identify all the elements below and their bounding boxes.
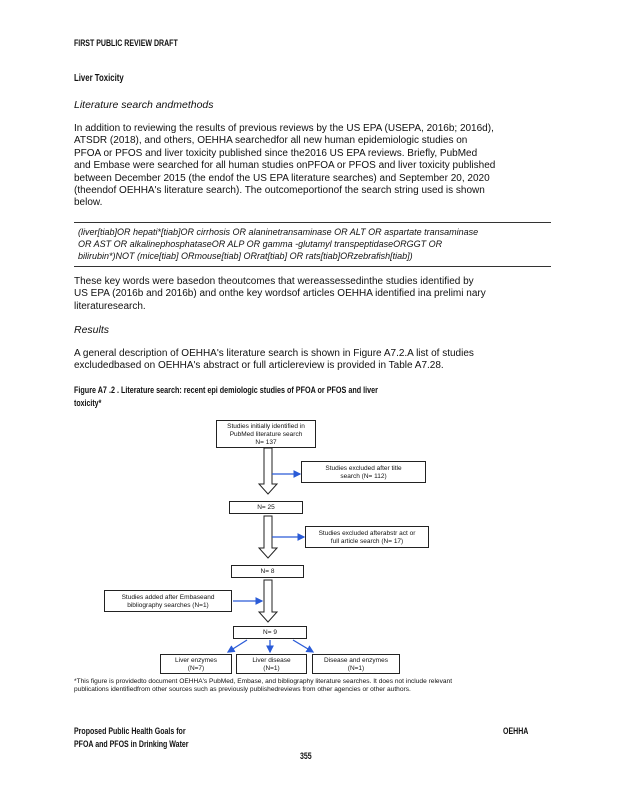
excluded-title-box <box>301 461 426 483</box>
results-subheading: Results <box>74 324 110 336</box>
paragraph-line: below. <box>74 197 103 209</box>
branch-right-arrow <box>293 640 313 652</box>
box-line: Studies excluded afterabstr act or <box>318 530 416 537</box>
box-line: Disease and enzymes <box>324 657 388 664</box>
n25-box: N= 25 <box>229 501 303 514</box>
search-line: OR AST OR alkalinephosphataseOR ALP OR gamma -glutamyl transpeptidaseORGGT OR <box>78 239 443 250</box>
paragraph-line: PFOA or PFOS and liver toxicity published since the2016 US EPA reviews. Briefly, PubMed <box>74 147 478 159</box>
added-studies-box <box>104 590 232 612</box>
footnote-line: publications identifiedfrom other sources such as previously publishedreviews from other agencies or other authors. <box>74 686 411 694</box>
initial-search-box <box>216 420 316 448</box>
paragraph-line: In addition to reviewing the results of previous reviews by the US EPA (USEPA, 2016b; 2016d), <box>74 123 494 134</box>
box-line: search (N= 112) <box>340 473 387 480</box>
paragraph-line: and Embase were searched for all human studies onPFOA or PFOS and liver toxicity published <box>74 160 496 172</box>
page-number: 355 <box>300 751 312 761</box>
box-line: Studies initially identified in <box>227 423 305 430</box>
footnote-line: *This figure is providedto document OEHHA's PubMed, Embase, and bibliography literature searches. It does not include relevant <box>74 678 453 685</box>
box-line: Liver enzymes <box>175 657 217 664</box>
figure-caption: Figure A7 .2 . Literature search: recent epi demiologic studies of PFOA or PFOS and liver <box>74 385 378 395</box>
paragraph-line: literaturesearch. <box>74 300 146 312</box>
paragraph-line: (theendof OEHHA's literature search). The outcomeportionof the search string used is shown <box>74 185 485 197</box>
draft-header: FIRST PUBLIC REVIEW DRAFT <box>74 38 178 48</box>
paragraph-line: A general description of OEHHA's literature search is shown in Figure A7.2.A list of studies <box>74 348 474 359</box>
footer-title-line2: PFOA and PFOS in Drinking Water <box>74 739 189 749</box>
section-title: Liver Toxicity <box>74 73 124 84</box>
liver-enzymes-box <box>160 654 232 674</box>
figure-caption-cont: toxicity* <box>74 398 102 408</box>
paragraph-line: excludedbased on OEHHA's abstract or full articlereview is provided in Table A7.28. <box>74 360 444 372</box>
n8-box: N= 8 <box>231 565 304 578</box>
methods-subheading: Literature search andmethods <box>74 99 214 111</box>
box-line: N= 137 <box>255 439 277 446</box>
search-line: (liver[tiab]OR hepati*[tiab]OR cirrhosis OR alaninetransaminase OR ALT OR aspartate transaminase <box>78 227 479 237</box>
paragraph-line: ATSDR (2018), and others, OEHHA searchedfor all new human epidemiologic studies on <box>74 135 468 147</box>
liver-disease-box <box>236 654 307 674</box>
search-line: bilirubin*)NOT (mice[tiab] ORmouse[tiab] ORrat[tiab] OR rats[tiab]ORzebrafish[tiab]) <box>78 251 413 262</box>
paragraph-line: between December 2015 (the endof the US EPA literature searches) and September 20, 2020 <box>74 172 490 184</box>
figure-footnote <box>74 678 554 695</box>
footer-title-line1: Proposed Public Health Goals for <box>74 726 186 736</box>
n9-box: N= 9 <box>233 626 307 639</box>
box-line: bibliography searches (N=1) <box>127 602 209 609</box>
box-line: (N=7) <box>187 665 205 672</box>
box-line: Studies added after Embaseand <box>121 594 215 601</box>
box-line: Studies excluded after title <box>325 465 402 472</box>
box-line: Liver disease <box>252 657 291 664</box>
excluded-abstract-box <box>305 526 429 548</box>
box-line: (N=1) <box>263 665 280 672</box>
box-line: (N=1) <box>347 665 365 672</box>
footer-agency: OEHHA <box>503 726 529 736</box>
disease-enzymes-box <box>312 654 400 674</box>
branch-left-arrow <box>228 640 247 652</box>
paragraph-line: These key words were basedon theoutcomes that wereassessedinthe studies identified by <box>74 276 474 287</box>
box-line: full article search (N= 17) <box>330 538 404 545</box>
paragraph-line: US EPA (2016b and 2016b) and onthe key wordsof articles OEHHA identified ina prelimi nary <box>74 288 486 300</box>
flow-arrow-1 <box>259 448 277 494</box>
box-line: PubMed literature search <box>229 431 303 438</box>
